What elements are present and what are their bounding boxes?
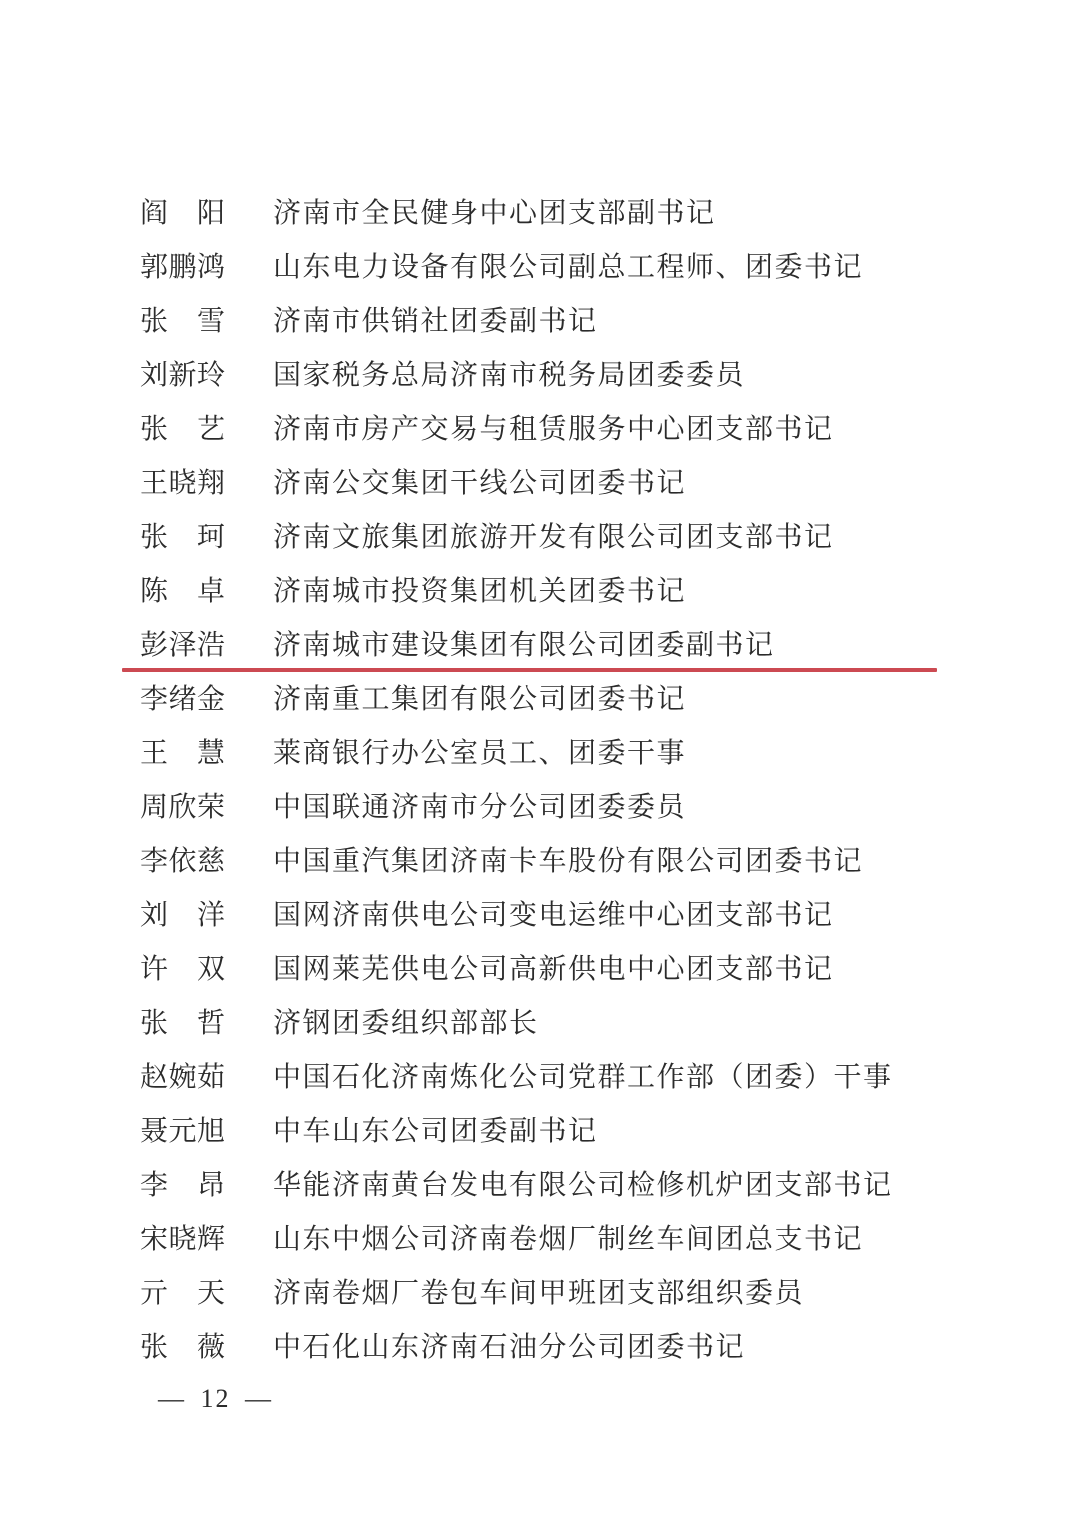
list-item	[140, 778, 1040, 832]
list-item	[140, 184, 1040, 238]
person-position: 中国重汽集团济南卡车股份有限公司团委书记	[273, 846, 864, 877]
list-item	[140, 292, 1040, 346]
person-position: 济南重工集团有限公司团委书记	[273, 684, 687, 715]
person-position: 山东电力设备有限公司副总工程师、团委书记	[273, 252, 864, 283]
list-item	[140, 1318, 1040, 1372]
person-position: 济南市房产交易与租赁服务中心团支部书记	[273, 414, 834, 445]
list-item	[140, 886, 1040, 940]
person-name: 张 珂	[140, 522, 226, 553]
person-position: 济南城市投资集团机关团委书记	[273, 576, 687, 607]
person-name: 张 艺	[140, 414, 226, 445]
list-item	[140, 1156, 1040, 1210]
person-position: 中石化山东济南石油分公司团委书记	[273, 1332, 746, 1363]
person-name: 刘 洋	[140, 900, 226, 931]
list-item	[140, 616, 1040, 670]
list-item	[140, 670, 1040, 724]
person-name: 亓 天	[140, 1278, 226, 1309]
person-position: 中国联通济南市分公司团委委员	[273, 792, 687, 823]
person-name: 陈 卓	[140, 576, 226, 607]
person-name: 彭泽浩	[140, 630, 226, 661]
person-name: 张 薇	[140, 1332, 226, 1363]
person-name: 宋晓辉	[140, 1224, 226, 1255]
list-item	[140, 1210, 1040, 1264]
person-position: 国网莱芜供电公司高新供电中心团支部书记	[273, 954, 834, 985]
person-position: 中国石化济南炼化公司党群工作部（团委）干事	[273, 1062, 893, 1093]
roster-list	[140, 184, 1040, 1372]
person-name: 阎 阳	[140, 198, 226, 229]
person-position: 济南文旅集团旅游开发有限公司团支部书记	[273, 522, 834, 553]
person-name: 赵婉茹	[140, 1062, 226, 1093]
person-name: 刘新玲	[140, 360, 226, 391]
list-item	[140, 832, 1040, 886]
person-position: 国家税务总局济南市税务局团委委员	[273, 360, 746, 391]
person-name: 张 哲	[140, 1008, 226, 1039]
person-position: 济南市供销社团委副书记	[273, 306, 598, 337]
list-item	[140, 1048, 1040, 1102]
person-name: 王晓翔	[140, 468, 226, 499]
list-item	[140, 238, 1040, 292]
person-position: 山东中烟公司济南卷烟厂制丝车间团总支书记	[273, 1224, 864, 1255]
person-name: 聂元旭	[140, 1116, 226, 1147]
list-item	[140, 346, 1040, 400]
list-item	[140, 1102, 1040, 1156]
person-name: 李绪金	[140, 684, 226, 715]
person-position: 济南公交集团干线公司团委书记	[273, 468, 687, 499]
person-position: 国网济南供电公司变电运维中心团支部书记	[273, 900, 834, 931]
person-name: 李 昂	[140, 1170, 226, 1201]
person-position: 华能济南黄台发电有限公司检修机炉团支部书记	[273, 1170, 893, 1201]
person-name: 李依慈	[140, 846, 226, 877]
list-item	[140, 940, 1040, 994]
page-number: — 12 —	[158, 1384, 273, 1413]
person-position: 济南卷烟厂卷包车间甲班团支部组织委员	[273, 1278, 805, 1309]
list-item	[140, 400, 1040, 454]
person-position: 济南市全民健身中心团支部副书记	[273, 198, 716, 229]
person-name: 张 雪	[140, 306, 226, 337]
person-position: 济钢团委组织部部长	[273, 1008, 539, 1039]
list-item	[140, 724, 1040, 778]
person-name: 周欣荣	[140, 792, 226, 823]
person-position: 莱商银行办公室员工、团委干事	[273, 738, 687, 769]
person-position: 济南城市建设集团有限公司团委副书记	[273, 630, 775, 661]
list-item	[140, 454, 1040, 508]
list-item	[140, 508, 1040, 562]
person-name: 许 双	[140, 954, 226, 985]
list-item	[140, 1264, 1040, 1318]
list-item	[140, 994, 1040, 1048]
person-position: 中车山东公司团委副书记	[273, 1116, 598, 1147]
list-item	[140, 562, 1040, 616]
person-name: 郭鹏鸿	[140, 252, 226, 283]
person-name: 王 慧	[140, 738, 226, 769]
